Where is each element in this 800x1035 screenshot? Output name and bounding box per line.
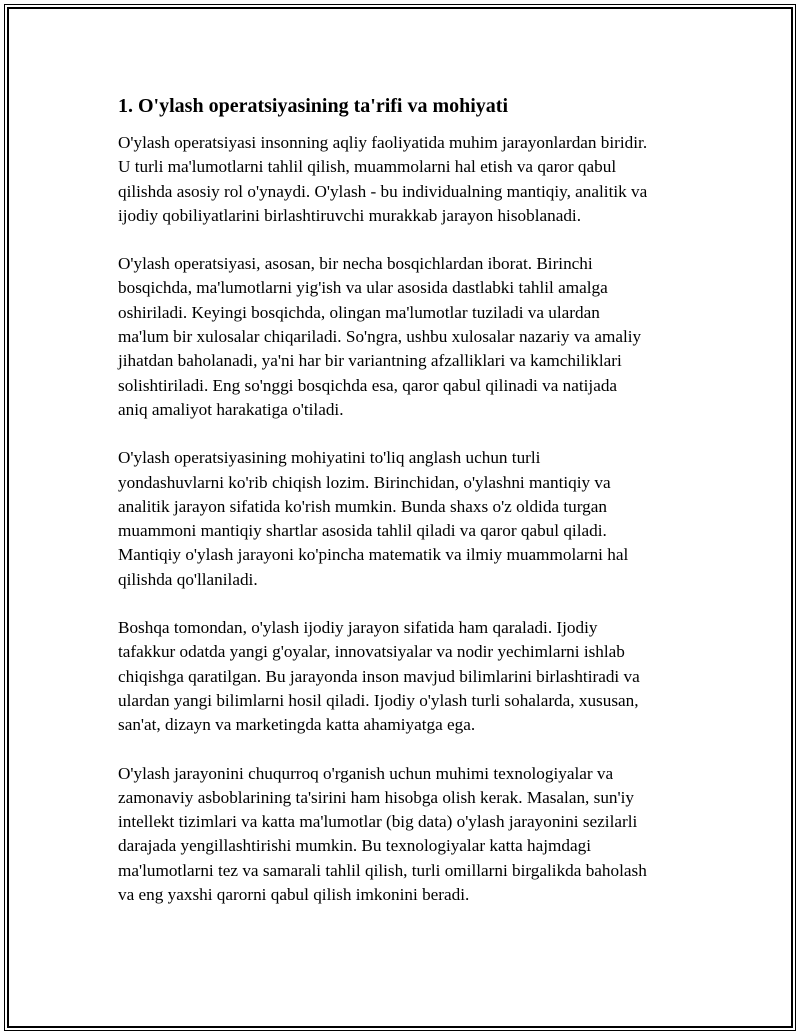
paragraph-3: O'ylash operatsiyasining mohiyatini to'liq anglash uchun turli yondashuvlarni ko'rib chiqish lozim. Birinchidan, o'ylashni mantiqiy va analitik jarayon sifatida ko'rish mumkin. Bunda shaxs o'z oldida turgan muammoni mantiqiy shartlar asosida tahlil qiladi va qaror qabul qiladi. Mantiqiy o'ylash jarayoni ko'pincha matematik va ilmiy muammolarni hal qilishda qo'llaniladi. [118,448,629,589]
paragraph-5: O'ylash jarayonini chuqurroq o'rganish uchun muhimi texnologiyalar va zamonaviy asboblarining ta'sirini ham hisobga olish kerak. Masalan, sun'iy intellekt tizimlari va katta ma'lumotlar (big data) o'ylash jarayonini sezilarli darajada yengillashtirishi mumkin. Bu texnologiyalar katta hajmdagi ma'lumotlarni tez va samarali tahlil qilish, turli omillarni birgalikda baholash va eng yaxshi qarorni qabul qilish imkonini beradi. [118,763,647,905]
paragraph-4: Boshqa tomondan, o'ylash ijodiy jarayon sifatida ham qaraladi. Ijodiy tafakkur odatda yangi g'oyalar, innovatsiyalar va nodir yechimlarni ishlab chiqishga qaratilgan. Bu jarayonda inson mavjud bilimlarini birlashtiradi va ulardan yangi bilimlarni hosil qiladi. Ijodiy o'ylash turli sohalarda, xususan, san'at, dizayn va marketingda katta ahamiyatga ega. [118,618,640,735]
section-heading: 1. O'ylash operatsiyasining ta'rifi va mohiyati [118,95,509,117]
document-body [118,93,693,931]
paragraph-2: O'ylash operatsiyasi, asosan, bir necha bosqichlardan iborat. Birinchi bosqichda, ma'lumotlarni yig'ish va ular asosida dastlabki tahlil amalga oshiriladi. Keyingi bosqichda, olingan ma'lumotlar tuziladi va ulardan ma'lum bir xulosalar chiqariladi. So'ngra, ushbu xulosalar nazariy va amaliy jihatdan baholanadi, ya'ni har bir variantning afzalliklari va kamchiliklari solishtiriladi. Eng so'nggi bosqichda esa, qaror qabul qilinadi va natijada aniq amaliyot harakatiga o'tiladi. [118,254,642,419]
paragraph-1: O'ylash operatsiyasi insonning aqliy faoliyatida muhim jarayonlardan biridir. U turli ma'lumotlarni tahlil qilish, muammolarni hal etish va qaror qabul qilishda asosiy rol o'ynaydi. O'ylash - bu individualning mantiqiy, analitik va ijodiy qobiliyatlarini birlashtiruvchi murakkab jarayon hisoblanadi. [118,133,648,225]
